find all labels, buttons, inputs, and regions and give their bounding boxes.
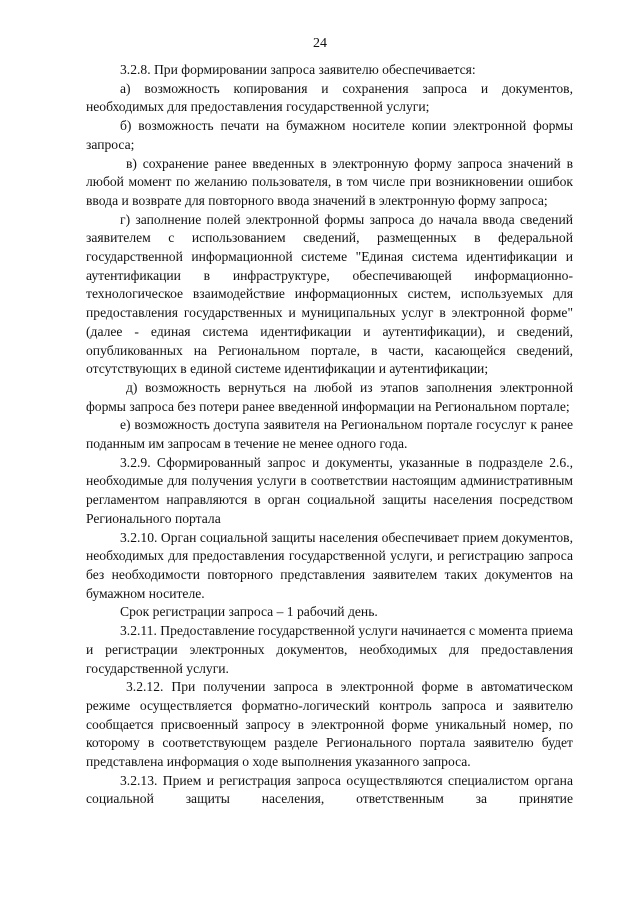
document-body [86, 61, 573, 809]
paragraph-item-e: е) возможность доступа заявителя на Региональном портале госуслуг к ранее поданным им запросам в течение не менее одного года. [86, 417, 573, 452]
paragraph-3-2-9: 3.2.9. Сформированный запрос и документы, указанные в подразделе 2.6., необходимые для получения услуги в соответствии настоящим административным регламентом направляются в орган социальной защиты населения посредством Регионального портала [86, 454, 573, 526]
paragraph-item-b: б) возможность печати на бумажном носителе копии электронной формы запроса; [86, 118, 573, 152]
paragraph-item-v: в) сохранение ранее введенных в электронную форму запроса значений в любой момент по желанию пользователя, в том числе при возникновении ошибок ввода и возврате для повторного ввода значений в электронную форму запроса; [86, 155, 573, 208]
paragraph-3-2-8-heading: 3.2.8. При формировании запроса заявителю обеспечивается: [120, 62, 476, 77]
paragraph-registration-term: Срок регистрации запроса – 1 рабочий день. [120, 604, 378, 620]
paragraph-item-d: д) возможность вернуться на любой из этапов заполнения электронной формы запроса без потери ранее введенной информации на Региональном портале; [86, 379, 573, 414]
paragraph-3-2-10: 3.2.10. Орган социальной защиты населения обеспечивает прием документов, необходимых для предоставления государственной услуги, и регистрацию запроса без необходимости повторного представления заявителем таких документов на бумажном носителе. [86, 529, 573, 601]
paragraph-3-2-11: 3.2.11. Предоставление государственной услуги начинается с момента приема и регистрации электронных документов, необходимых для предоставления государственной услуги. [86, 623, 573, 676]
paragraph-item-a: а) возможность копирования и сохранения запроса и документов, необходимых для предоставления государственной услуги; [86, 80, 573, 115]
page-number: 24 [313, 36, 327, 51]
paragraph-3-2-13: 3.2.13. Прием и регистрация запроса осуществляются специалистом органа социальной защиты населения, ответственным за принятие [86, 772, 573, 807]
paragraph-3-2-12: 3.2.12. При получении запроса в электронной форме в автоматическом режиме осуществляется форматно-логический контроль запроса и заявителю сообщается присвоенный запросу в электронной форме уникальный номер, по которому в соответствующем разделе Регионального портала заявителю будет представлена информация о ходе выполнения указанного запроса. [86, 679, 573, 770]
paragraph-item-g: г) заполнение полей электронной формы запроса до начала ввода сведений заявителем с использованием сведений, размещенных в федеральной государственной информационной системе "Единая система идентификации и аутентификации в инфраструктуре, обеспечивающей информационно-технологическое взаимодействие информационных систем, используемых для предоставления государственных и муниципальных услуг в электронной форме" (далее - единая система идентификации и аутентификации), и сведений, опубликованных на Региональном портале, в части, касающейся сведений, отсутствующих в единой системе идентификации и аутентификации; [86, 211, 573, 377]
